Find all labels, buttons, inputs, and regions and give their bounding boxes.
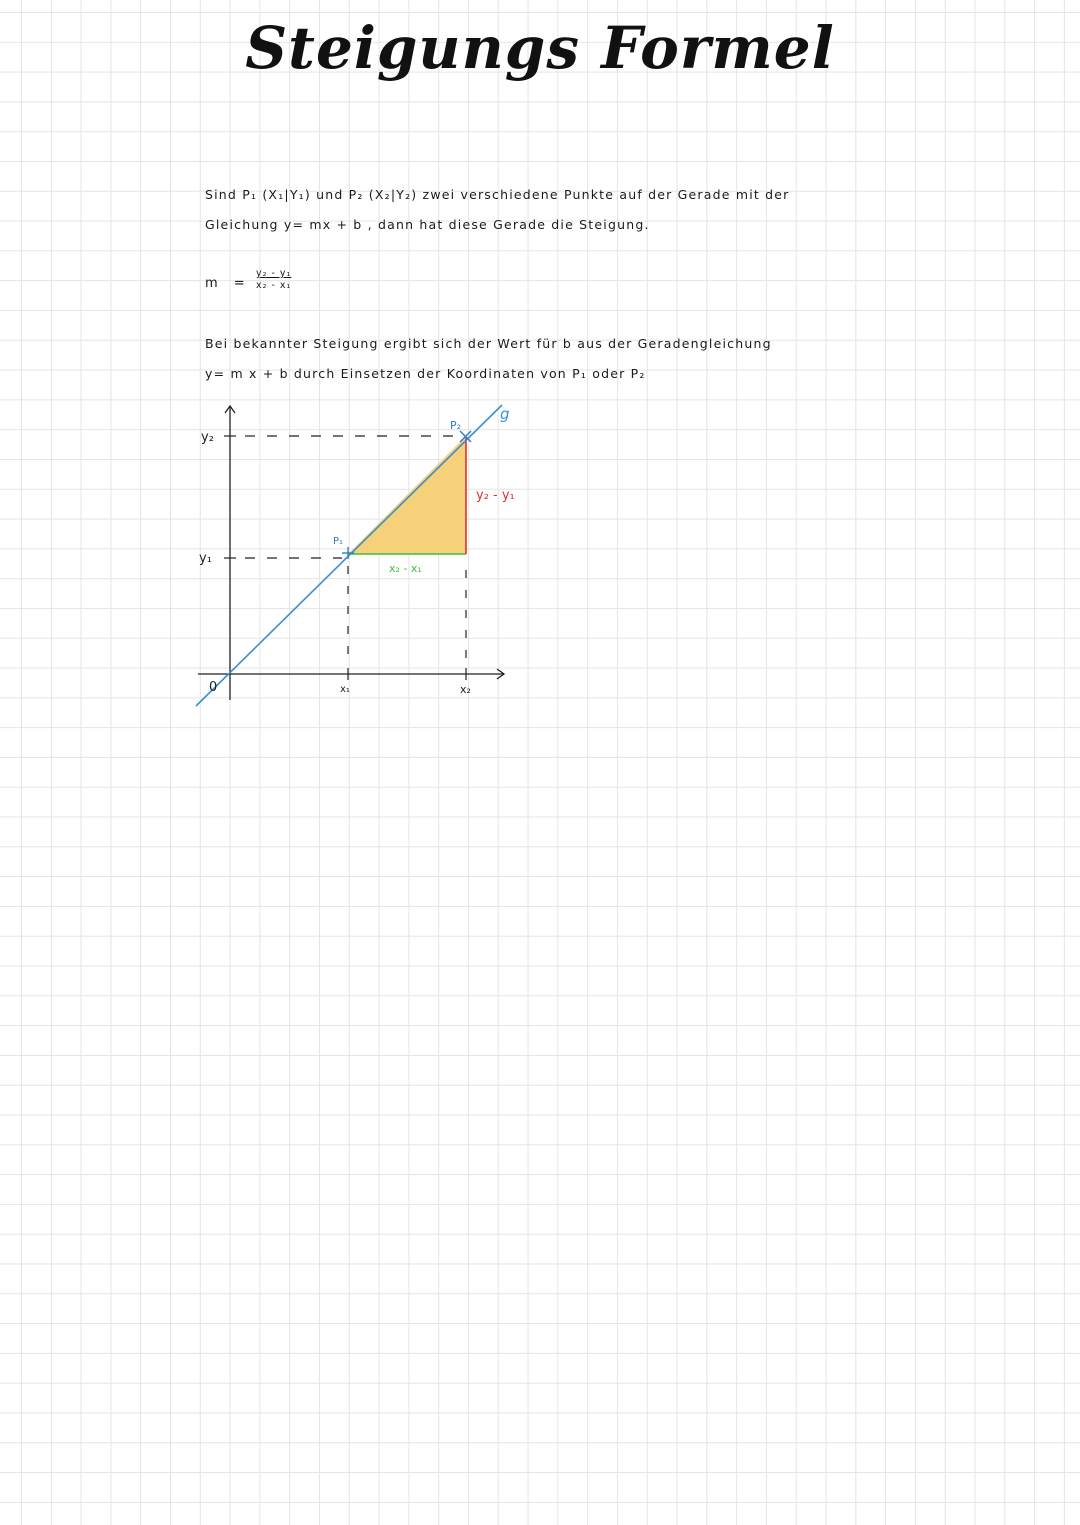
page-title: Steigungs Formel <box>245 14 835 82</box>
rise-label: y₂ - y₁ <box>476 488 515 503</box>
y1-label: y₁ <box>199 551 212 566</box>
p1-marker-icon <box>342 547 354 559</box>
run-label: x₂ - x₁ <box>389 562 422 575</box>
fraction-denominator: x₂ - x₁ <box>256 280 292 291</box>
x1-label: x₁ <box>340 684 350 695</box>
origin-label: 0 <box>209 680 218 695</box>
line-g <box>196 405 502 706</box>
intercept-line-1: Bei bekannter Steigung ergibt sich der Wert für b aus der Geradengleichung <box>205 336 772 351</box>
y2-label: y₂ <box>201 430 214 445</box>
fraction-numerator: y₂ - y₁ <box>256 268 292 279</box>
slope-variable: m = <box>205 276 251 291</box>
slope-triangle <box>348 436 466 554</box>
definition-line-2: Gleichung y= mx + b , dann hat diese Gerade die Steigung. <box>205 217 650 232</box>
definition-line-1: Sind P₁ (X₁|Y₁) und P₂ (X₂|Y₂) zwei verschiedene Punkte auf der Gerade mit der <box>205 187 790 202</box>
p1-label: P₁ <box>333 536 344 547</box>
line-g-label: g <box>500 405 510 423</box>
x2-label: x₂ <box>460 683 471 696</box>
p2-label: P₂ <box>450 419 462 432</box>
intercept-line-2: y= m x + b durch Einsetzen der Koordinaten von P₁ oder P₂ <box>205 366 646 381</box>
